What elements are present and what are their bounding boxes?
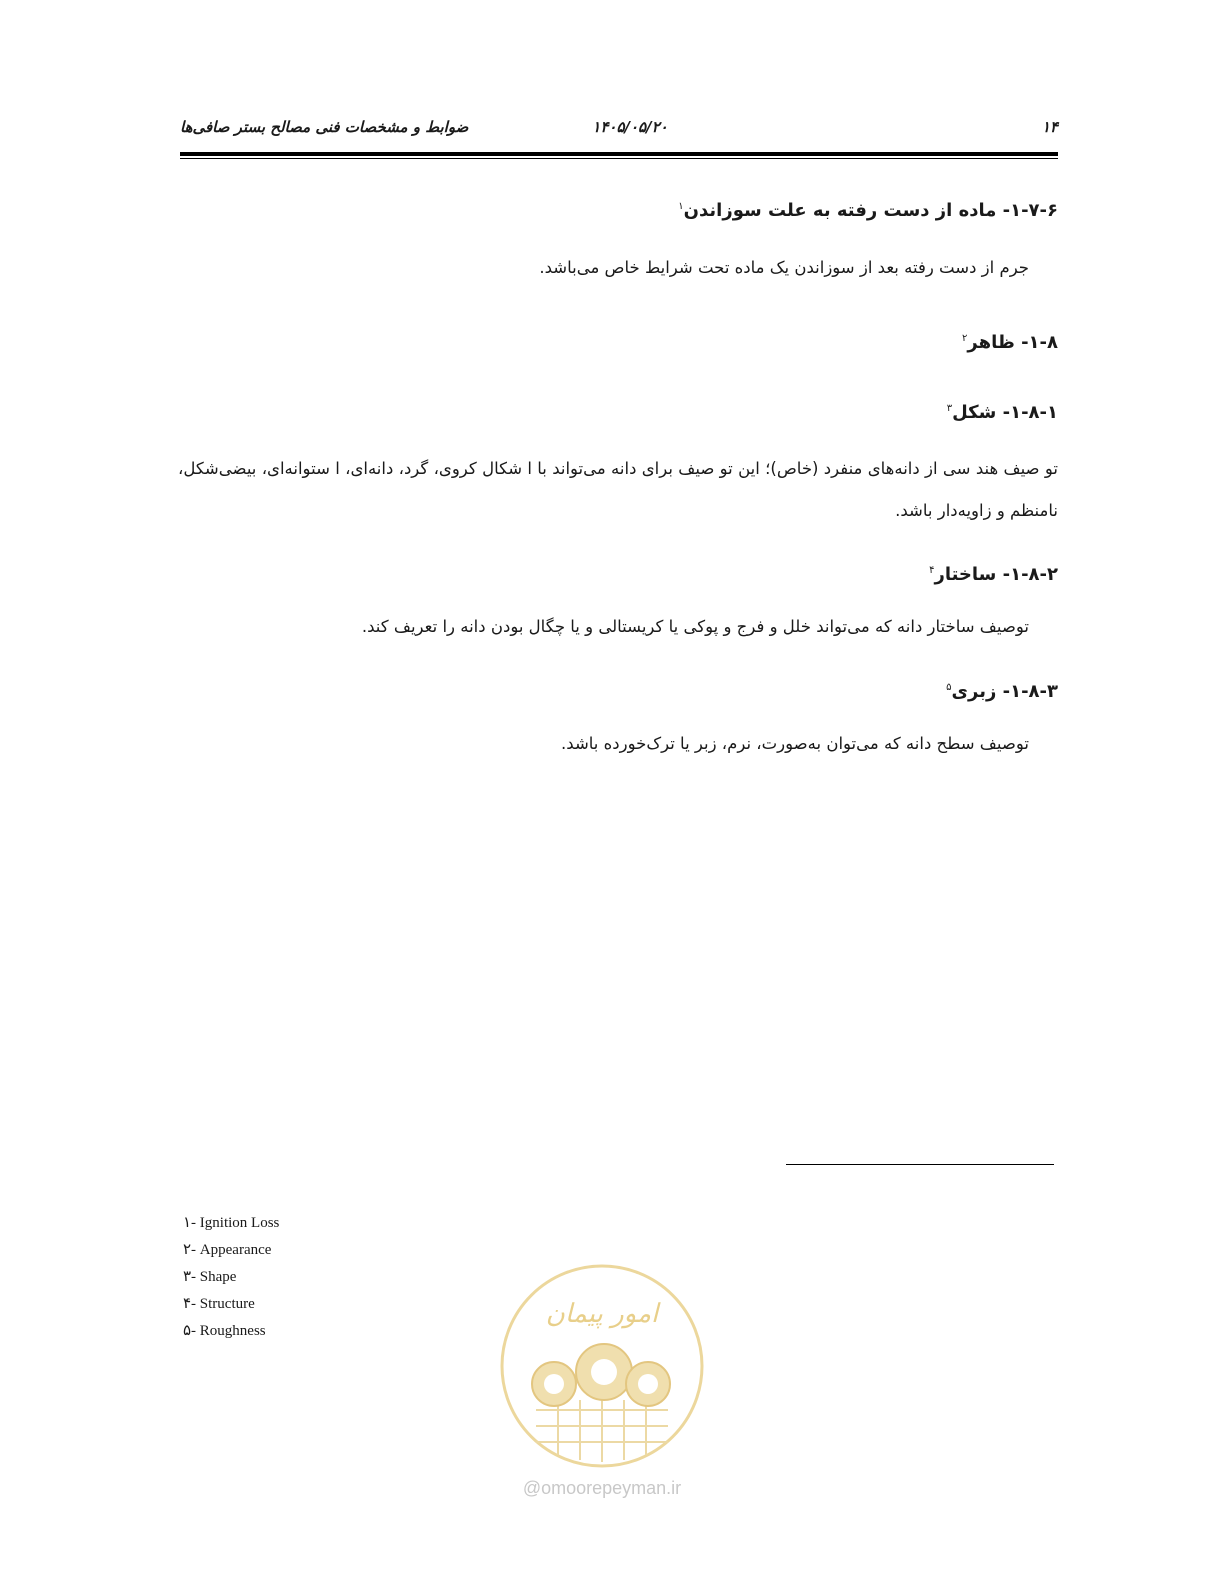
page-number: ۱۴ [1041,118,1058,136]
footnote-item: ۵- Roughness [183,1323,266,1339]
section-paragraph-structure: توصیف ساختار دانه که می‌تواند خلل و فرج و پوکی یا کریستالی و یا چگال بودن دانه را تعریف کند. [361,617,1029,636]
footnote-item: ۴- Structure [183,1296,255,1312]
footnote-ref: ۱ [678,201,684,212]
header-title: ضوابط و مشخصات فنی مصالح بستر صافی‌ها [180,118,469,136]
section-paragraph-ignition-loss: جرم از دست رفته بعد از سوزاندن یک ماده تحت شرایط خاص می‌باشد. [539,258,1029,277]
footnote-ref: ۵ [946,682,952,693]
footnote-ref: ۳ [946,403,953,414]
section-heading-shape: ۱-۸-۱- شکل$^۳$ [946,402,1058,423]
svg-text:امور پیمان: امور پیمان [545,1299,659,1329]
footnote-item: ۳- Shape [183,1269,237,1285]
footnote-item: ۱- Ignition Loss [183,1215,280,1231]
section-paragraph-shape: تو صیف هند سی از دانه‌های منفرد (خاص)؛ این تو صیف برای دانه می‌تواند با ا شکال کروی، گرد، دانه‌ای، ا ستوانه‌ای، بیضی‌شکل، نامنظم و زاویه‌دار باشد. [178,459,1058,520]
header-date: ۱۴۰۵/۰۵/۲۰ [592,118,668,136]
section-heading-structure: ۱-۸-۲- ساختار$^۴$ [929,564,1058,585]
footnote-ref: ۲ [962,333,968,344]
header-rule-thick [180,152,1058,156]
footnote-ref: ۴ [929,565,935,576]
footnote-item: ۲- Appearance [183,1242,272,1258]
section-heading-appearance: ۱-۸- ظاهر$^۲$ [962,332,1058,353]
header-rule-thin [180,158,1058,159]
section-paragraph-roughness: توصیف سطح دانه که می‌توان به‌صورت، نرم، زبر یا ترک‌خورده باشد. [561,734,1029,753]
section-heading-ignition-loss: ۱-۷-۶- ماده از دست رفته به علت سوزاندن$^۱$ [678,200,1058,221]
watermark-logo-icon [496,1260,708,1472]
section-heading-roughness: ۱-۸-۳- زبری$^۵$ [946,681,1058,702]
watermark-website: @omoorepeyman.ir [522,1478,682,1498]
footnote-separator [786,1164,1054,1165]
footnote-list [183,1212,279,1347]
